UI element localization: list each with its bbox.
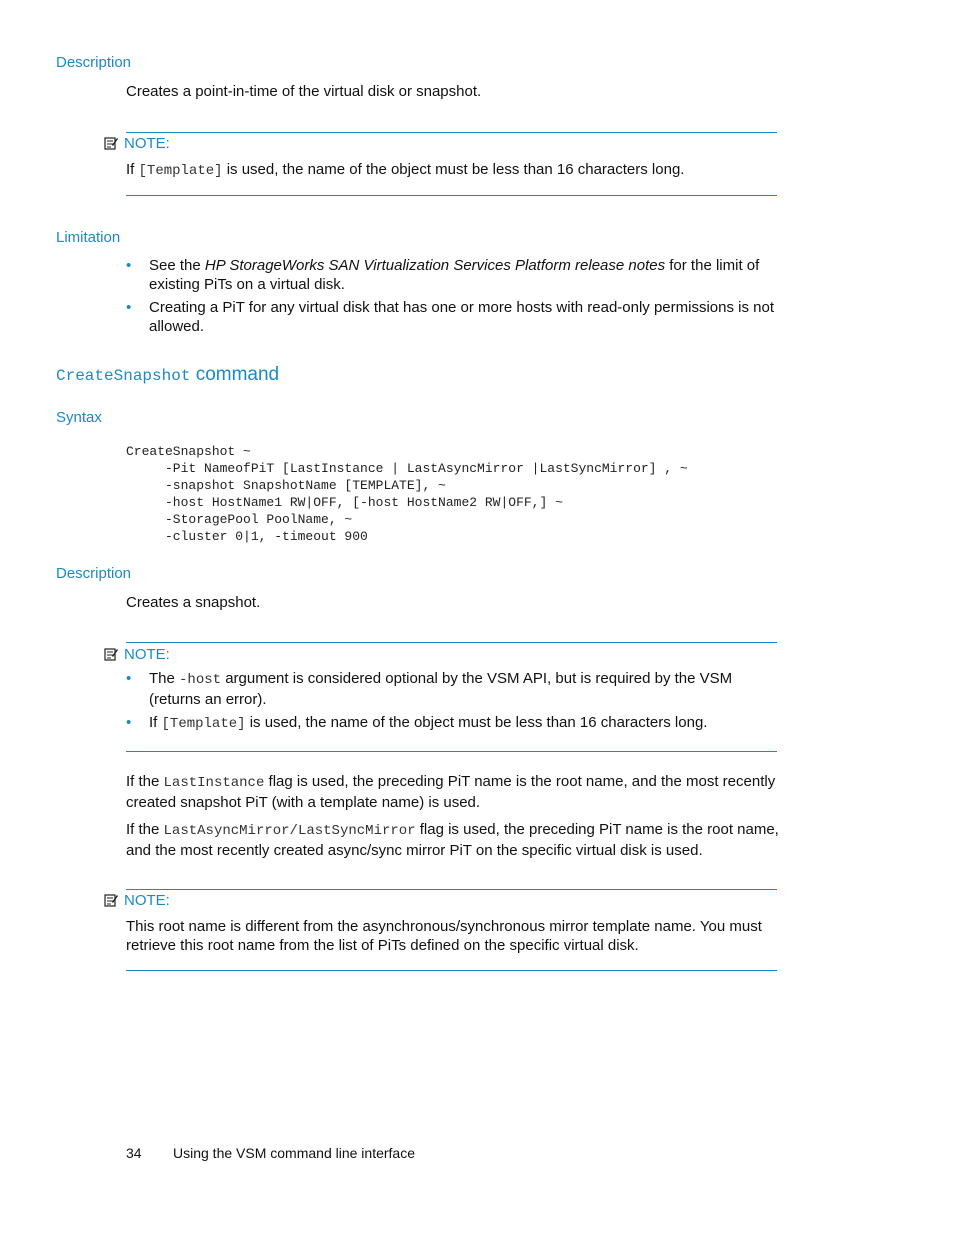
note-rule-top (126, 642, 777, 643)
code-inline: -host (179, 672, 222, 688)
note-title: NOTE: (124, 135, 170, 152)
command-heading: CreateSnapshot command (56, 364, 280, 385)
note-header (104, 646, 170, 663)
description-text: Creates a point-in-time of the virtual disk or snapshot. (126, 83, 482, 100)
note-header (104, 892, 170, 909)
limitation-label: Limitation (56, 229, 121, 246)
description-label: Description (56, 54, 132, 71)
syntax-code: CreateSnapshot ~ -Pit NameofPiT [LastInstance | LastAsyncMirror |LastSyncMirror] , ~ -snapshot SnapshotName [TEMPLATE], ~ -host HostName1 RW|OFF, [-host HostName2 RW|OFF,] ~ -StoragePool PoolName, ~ -cluster 0|1, -timeout 900 (126, 444, 688, 544)
note-rule-top (126, 132, 777, 133)
note-rule-bottom (126, 970, 777, 971)
mirror-paragraph: If the LastAsyncMirror/LastSyncMirror flag is used, the preceding PiT name is the root name, and the most recently created async/sync mirror PiT on the specific virtual disk is used. (126, 821, 779, 859)
code-inline: LastAsyncMirror/LastSyncMirror (163, 823, 416, 839)
code-inline: LastInstance (163, 775, 265, 791)
list-item: • Creating a PiT for any virtual disk that has one or more hosts with read-only permissions is not allowed. (126, 299, 775, 335)
note-icon (104, 647, 118, 661)
note-rule-bottom (126, 751, 777, 752)
lastinstance-paragraph: If the LastInstance flag is used, the preceding PiT name is the root name, and the most recently created snapshot PiT (with a template name) is used. (126, 773, 776, 811)
description-text-2: Creates a snapshot. (126, 594, 261, 611)
limitation-list (126, 256, 806, 340)
list-item: • The -host argument is considered optional by the VSM API, but is required by the VSM (returns an error). (126, 670, 733, 708)
description-label-2: Description (56, 565, 132, 582)
footer-title: Using the VSM command line interface (173, 1145, 415, 1161)
note-body: If [Template] is used, the name of the object must be less than 16 characters long. (126, 161, 685, 179)
list-item: • See the HP StorageWorks SAN Virtualization Services Platform release notes for the limit of existing PiTs on a virtual disk. (126, 257, 760, 293)
note-rule-bottom (126, 195, 777, 196)
note-list (126, 669, 786, 738)
code-inline: [Template] (161, 716, 246, 732)
note-icon (104, 136, 118, 150)
code-inline: [Template] (138, 163, 223, 179)
note-body: This root name is different from the asynchronous/synchronous mirror template name. You must retrieve this root name from the list of PiTs defined on the specific virtual disk. (126, 918, 762, 954)
note-header (104, 135, 170, 152)
note-rule-top (126, 889, 777, 890)
note-title: NOTE: (124, 646, 170, 663)
page-number: 34 (126, 1145, 142, 1161)
note-icon (104, 893, 118, 907)
syntax-label: Syntax (56, 409, 102, 426)
note-title: NOTE: (124, 892, 170, 909)
list-item: • If [Template] is used, the name of the object must be less than 16 characters long. (126, 714, 708, 732)
